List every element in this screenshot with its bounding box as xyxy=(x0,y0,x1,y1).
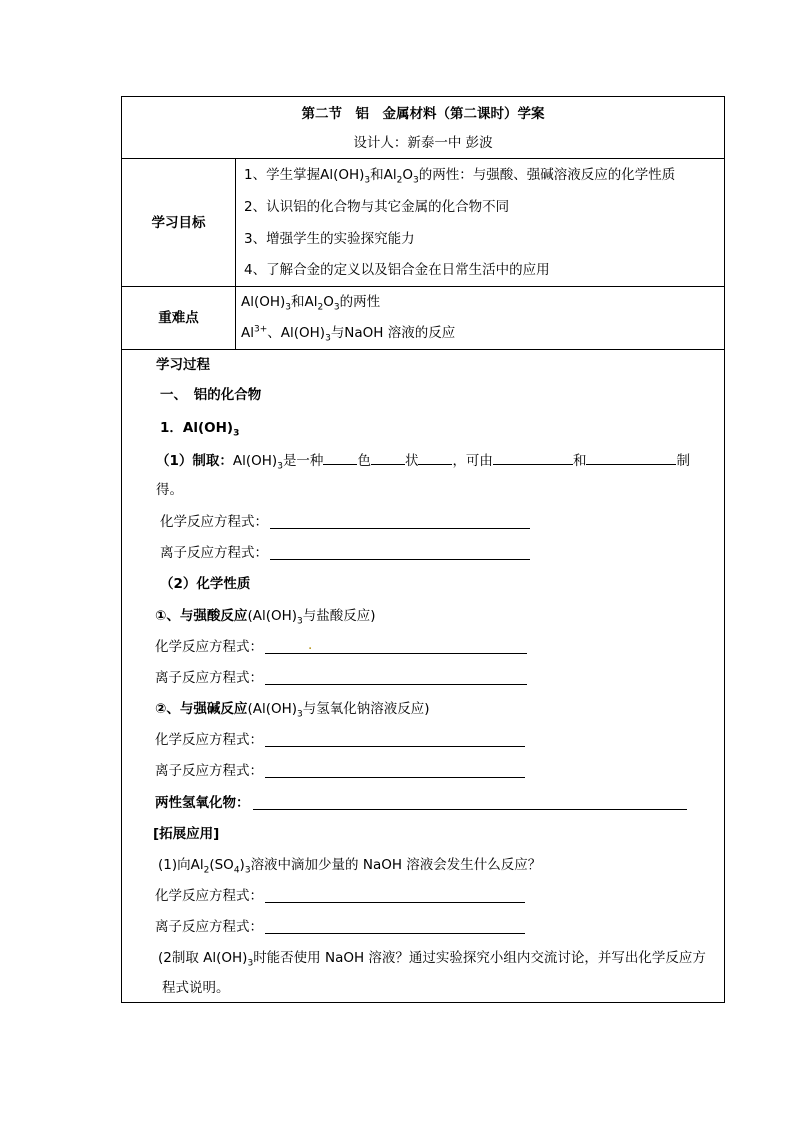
answer-line[interactable] xyxy=(265,653,527,654)
objective-1: 1、学生掌握$Al(OH)_3$和$Al_2O_3$的两性：与强酸、强碱溶液反应的化学性质 xyxy=(244,167,676,186)
item-1-heading: 1．$Al(OH)_3$ xyxy=(160,420,240,439)
row-divider xyxy=(122,349,724,350)
row-divider xyxy=(122,158,724,159)
objective-2: 2、认识铝的化合物与其它金属的化合物不同 xyxy=(244,199,510,215)
ion-equation-label: 离子反应方程式： xyxy=(160,545,268,561)
objective-3: 3、增强学生的实验探究能力 xyxy=(244,231,415,247)
acid-reaction-heading: ①、与强酸反应($Al(OH)_3$与盐酸反应) xyxy=(155,608,376,627)
answer-line[interactable] xyxy=(253,809,687,810)
preparation-line: （1）制取：$Al(OH)_3$是一种 色 状 ，可由 和 制 xyxy=(156,453,690,472)
amphoteric-label: 两性氢氧化物： xyxy=(155,795,250,811)
keypoint-2: $Al^{3+}$、$Al(OH)_3$与NaOH 溶液的反应 xyxy=(241,324,456,344)
answer-line[interactable] xyxy=(265,777,525,778)
chem-equation-label: 化学反应方程式： xyxy=(160,514,268,530)
objective-4: 4、了解合金的定义以及铝合金在日常生活中的应用 xyxy=(244,262,550,278)
objectives-label: 学习目标 xyxy=(151,215,206,231)
ion-equation-label: 离子反应方程式： xyxy=(155,670,263,686)
question-2-continued: 程式说明。 xyxy=(162,980,230,996)
section-1-heading: 一、 铝的化合物 xyxy=(160,387,262,403)
ion-equation-label: 离子反应方程式： xyxy=(155,763,263,779)
row-divider xyxy=(122,286,724,287)
chem-equation-label: 化学反应方程式： xyxy=(155,639,263,655)
chemical-properties-heading: （2）化学性质 xyxy=(160,576,251,592)
column-divider xyxy=(235,158,236,349)
extension-heading: [拓展应用] xyxy=(153,826,220,842)
process-heading: 学习过程 xyxy=(156,357,210,373)
chem-equation-label: 化学反应方程式： xyxy=(155,732,263,748)
chem-equation-label: 化学反应方程式： xyxy=(155,888,263,904)
answer-line[interactable] xyxy=(270,528,530,529)
answer-line[interactable] xyxy=(265,933,525,934)
page-title: 第二节 铝 金属材料（第二课时）学案 xyxy=(301,106,545,122)
worksheet-table xyxy=(121,96,725,1003)
answer-line[interactable] xyxy=(265,902,525,903)
preparation-line-end: 得。 xyxy=(156,482,183,498)
answer-line[interactable] xyxy=(265,746,525,747)
keypoint-1: $Al(OH)_3$和$Al_2O_3$的两性 xyxy=(241,294,381,313)
answer-line[interactable] xyxy=(265,684,527,685)
answer-line[interactable] xyxy=(270,559,530,560)
question-1: (1)向$Al_2(SO_4)_3$溶液中滴加少量的 NaOH 溶液会发生什么反应？ xyxy=(158,857,542,876)
stray-dot: . xyxy=(308,637,313,653)
question-2: (2制取 $Al(OH)_3$时能否使用 NaOH 溶液？通过实验探究小组内交流讨论，并写出化学反应方 xyxy=(158,950,706,969)
ion-equation-label: 离子反应方程式： xyxy=(155,919,263,935)
base-reaction-heading: ②、与强碱反应($Al(OH)_3$与氢氧化钠溶液反应) xyxy=(155,701,430,720)
designer-line: 设计人：新泰一中 彭波 xyxy=(353,135,493,151)
keypoints-label: 重难点 xyxy=(158,310,199,326)
